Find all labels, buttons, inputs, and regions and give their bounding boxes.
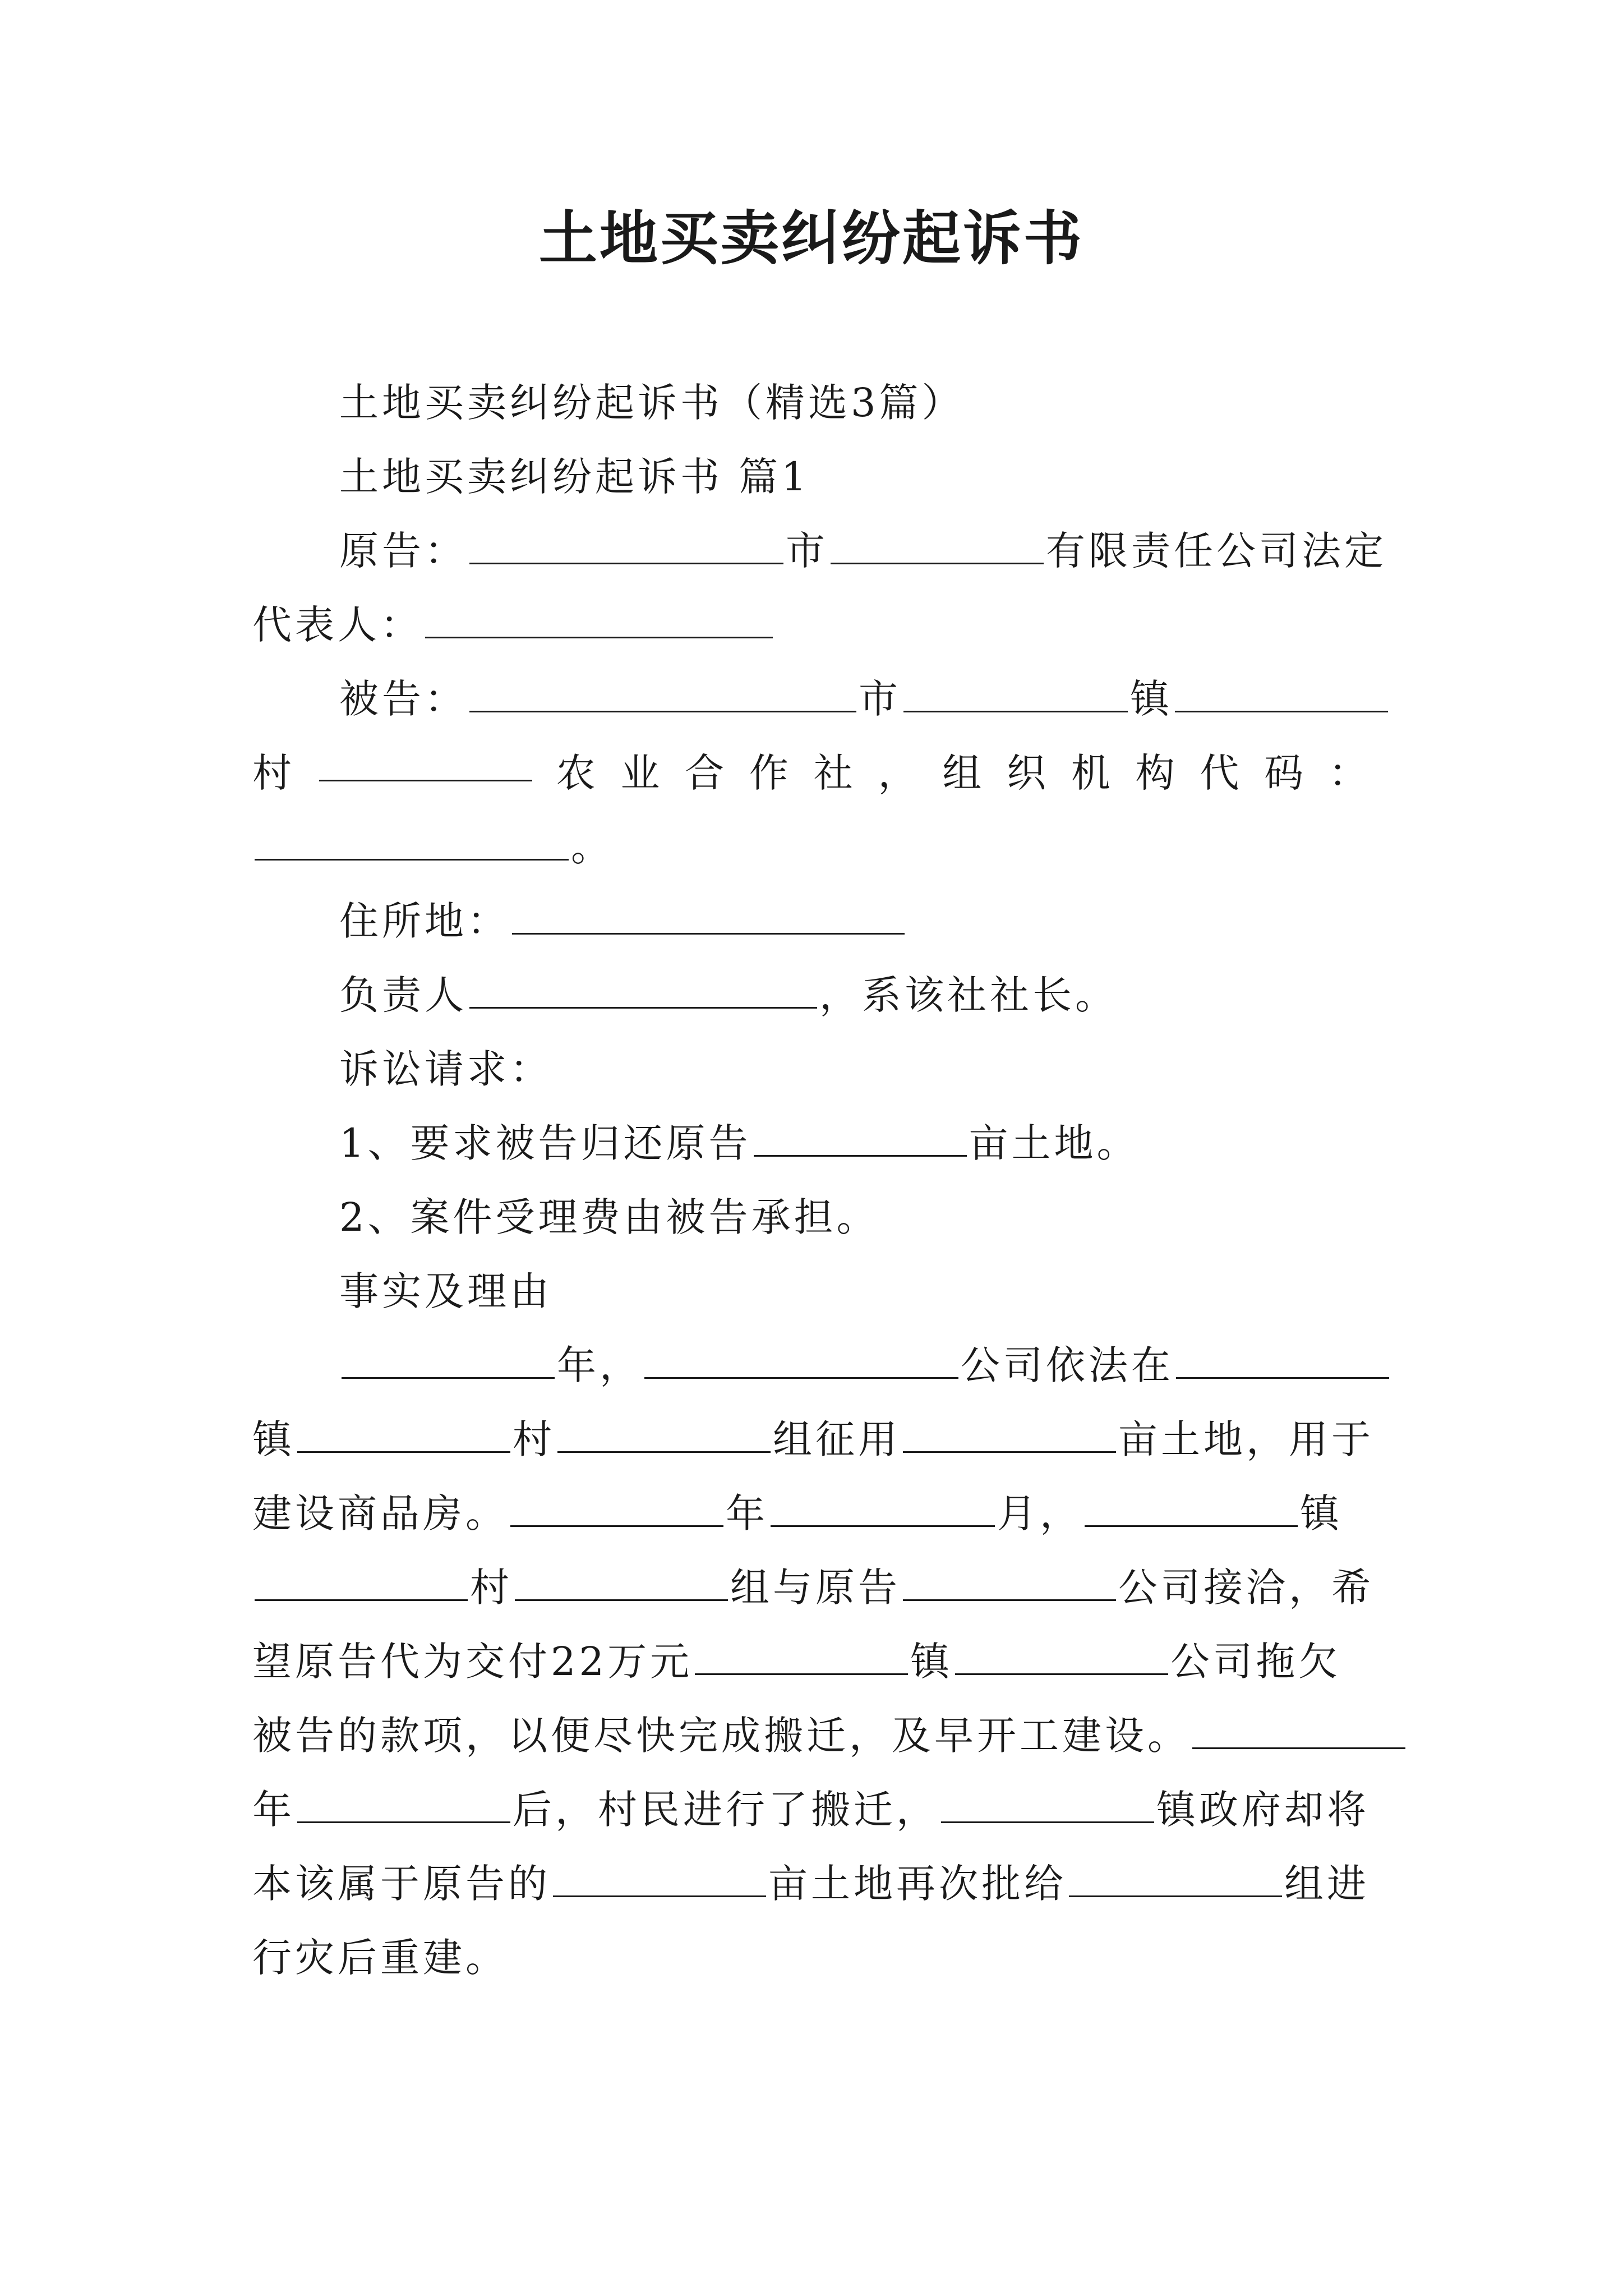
facts-text: 建设商品房。 xyxy=(252,1490,508,1536)
facts-text: 亩土地再次批给 xyxy=(768,1861,1067,1907)
document-title: 土地买卖纠纷起诉书 xyxy=(538,204,1084,273)
facts-line-3 xyxy=(252,1485,1343,1542)
blank-field xyxy=(1175,676,1388,712)
residence-line xyxy=(339,893,907,949)
coop-char: 构 xyxy=(1135,750,1178,796)
company-text: 有限责任公司法定 xyxy=(1046,528,1387,574)
facts-text: 被告的款项，以便尽快完成搬迁，及早开工建设。 xyxy=(252,1713,1190,1759)
facts-line-2 xyxy=(252,1411,1374,1467)
facts-line-5 xyxy=(252,1634,1341,1690)
facts-text: 年， xyxy=(557,1342,642,1388)
defendant-line xyxy=(339,671,1390,727)
blank-field xyxy=(754,1120,967,1157)
blank-field xyxy=(297,1416,510,1453)
period: 。 xyxy=(571,824,614,870)
blank-field xyxy=(903,1416,1116,1453)
facts-text: 村 xyxy=(513,1416,555,1462)
blank-field xyxy=(955,1639,1168,1675)
town-text: 镇 xyxy=(1130,676,1173,722)
facts-text: 组进 xyxy=(1284,1861,1370,1907)
blank-field xyxy=(469,972,817,1009)
facts-text: 后，村民进行了搬迁， xyxy=(513,1787,939,1833)
blank-field xyxy=(512,898,905,935)
coop-char: 组 xyxy=(942,750,985,796)
subtitle: 土地买卖纠纷起诉书（精选3篇） xyxy=(339,380,965,426)
coop-char: 业 xyxy=(620,750,663,796)
blank-field xyxy=(510,1490,723,1527)
facts-text: 望原告代为交付22万元 xyxy=(252,1639,693,1685)
facts-text: 公司拖欠 xyxy=(1170,1639,1341,1685)
facts-text: 镇政府却将 xyxy=(1156,1787,1370,1833)
plaintiff-rep-line xyxy=(252,597,775,653)
facts-line-7 xyxy=(252,1782,1370,1838)
facts-text: 月， xyxy=(997,1490,1082,1536)
responsible-suffix: ，系该社社长。 xyxy=(819,972,1118,1018)
responsible-line xyxy=(339,967,1118,1023)
facts-text: 公司接洽，希 xyxy=(1118,1565,1374,1611)
blank-field xyxy=(469,676,856,712)
section-heading: 土地买卖纠纷起诉书 篇1 xyxy=(339,454,810,500)
coop-char: 作 xyxy=(749,750,792,796)
blank-field xyxy=(903,676,1128,712)
plaintiff-label: 原告： xyxy=(339,528,467,574)
responsible-label: 负责人 xyxy=(339,972,467,1018)
blank-field xyxy=(557,1416,771,1453)
coop-char: 合 xyxy=(685,750,728,796)
claims-heading: 诉讼请求： xyxy=(339,1046,552,1092)
blank-field xyxy=(1069,1861,1282,1897)
claim-1-suffix: 亩土地。 xyxy=(969,1120,1140,1166)
blank-field xyxy=(1192,1713,1405,1749)
blank-field xyxy=(695,1639,908,1675)
facts-heading: 事实及理由 xyxy=(339,1268,552,1314)
facts-line-9: 行灾后重建。 xyxy=(252,1935,508,1981)
coop-char: 代 xyxy=(1200,750,1243,796)
residence-label: 住所地： xyxy=(339,898,510,944)
facts-text: 组征用 xyxy=(773,1416,901,1462)
facts-text: 本该属于原告的 xyxy=(252,1861,551,1907)
facts-line-1 xyxy=(339,1337,1391,1393)
coop-char: 织 xyxy=(1007,750,1050,796)
facts-text: 年 xyxy=(252,1787,295,1833)
facts-line-8 xyxy=(252,1856,1370,1912)
coop-char: ， xyxy=(878,750,921,796)
blank-field xyxy=(903,1565,1116,1601)
blank-field xyxy=(644,1342,958,1379)
claim-1 xyxy=(339,1115,1140,1171)
city-text: 市 xyxy=(786,528,828,574)
blank-field xyxy=(319,745,532,781)
facts-text: 镇 xyxy=(1300,1490,1343,1536)
facts-line-4 xyxy=(252,1559,1374,1616)
facts-line-6 xyxy=(252,1708,1408,1764)
blank-field xyxy=(771,1490,995,1527)
blank-field xyxy=(1176,1342,1389,1379)
blank-field xyxy=(297,1787,510,1823)
city-text: 市 xyxy=(859,676,901,722)
facts-text: 镇 xyxy=(252,1416,295,1462)
blank-field xyxy=(553,1861,766,1897)
coop-char: 码 xyxy=(1264,750,1307,796)
defendant-coop-line xyxy=(252,745,1371,801)
village-text: 村 xyxy=(252,750,295,796)
rep-label: 代表人： xyxy=(252,602,423,648)
coop-char: 农 xyxy=(556,750,599,796)
blank-field xyxy=(425,602,773,638)
blank-field xyxy=(255,1565,468,1601)
blank-field xyxy=(941,1787,1154,1823)
facts-text: 组与原告 xyxy=(730,1565,901,1611)
defendant-label: 被告： xyxy=(339,676,467,722)
facts-text: 镇 xyxy=(910,1639,953,1685)
facts-text: 公司依法在 xyxy=(961,1342,1174,1388)
blank-field xyxy=(469,528,783,564)
facts-text: 年 xyxy=(726,1490,768,1536)
plaintiff-line xyxy=(339,523,1387,579)
coop-char: 机 xyxy=(1071,750,1114,796)
coop-char: ： xyxy=(1328,750,1371,796)
blank-field xyxy=(831,528,1044,564)
coop-char: 社 xyxy=(813,750,856,796)
facts-text: 亩土地，用于 xyxy=(1118,1416,1374,1462)
claim-1-text: 1、要求被告归还原告 xyxy=(339,1120,751,1166)
blank-field xyxy=(342,1342,555,1379)
blank-field xyxy=(1085,1490,1298,1527)
blank-field xyxy=(255,824,569,861)
blank-field xyxy=(515,1565,728,1601)
facts-text: 村 xyxy=(470,1565,513,1611)
defendant-code-line xyxy=(252,819,614,875)
claim-2: 2、案件受理费由被告承担。 xyxy=(339,1194,879,1240)
